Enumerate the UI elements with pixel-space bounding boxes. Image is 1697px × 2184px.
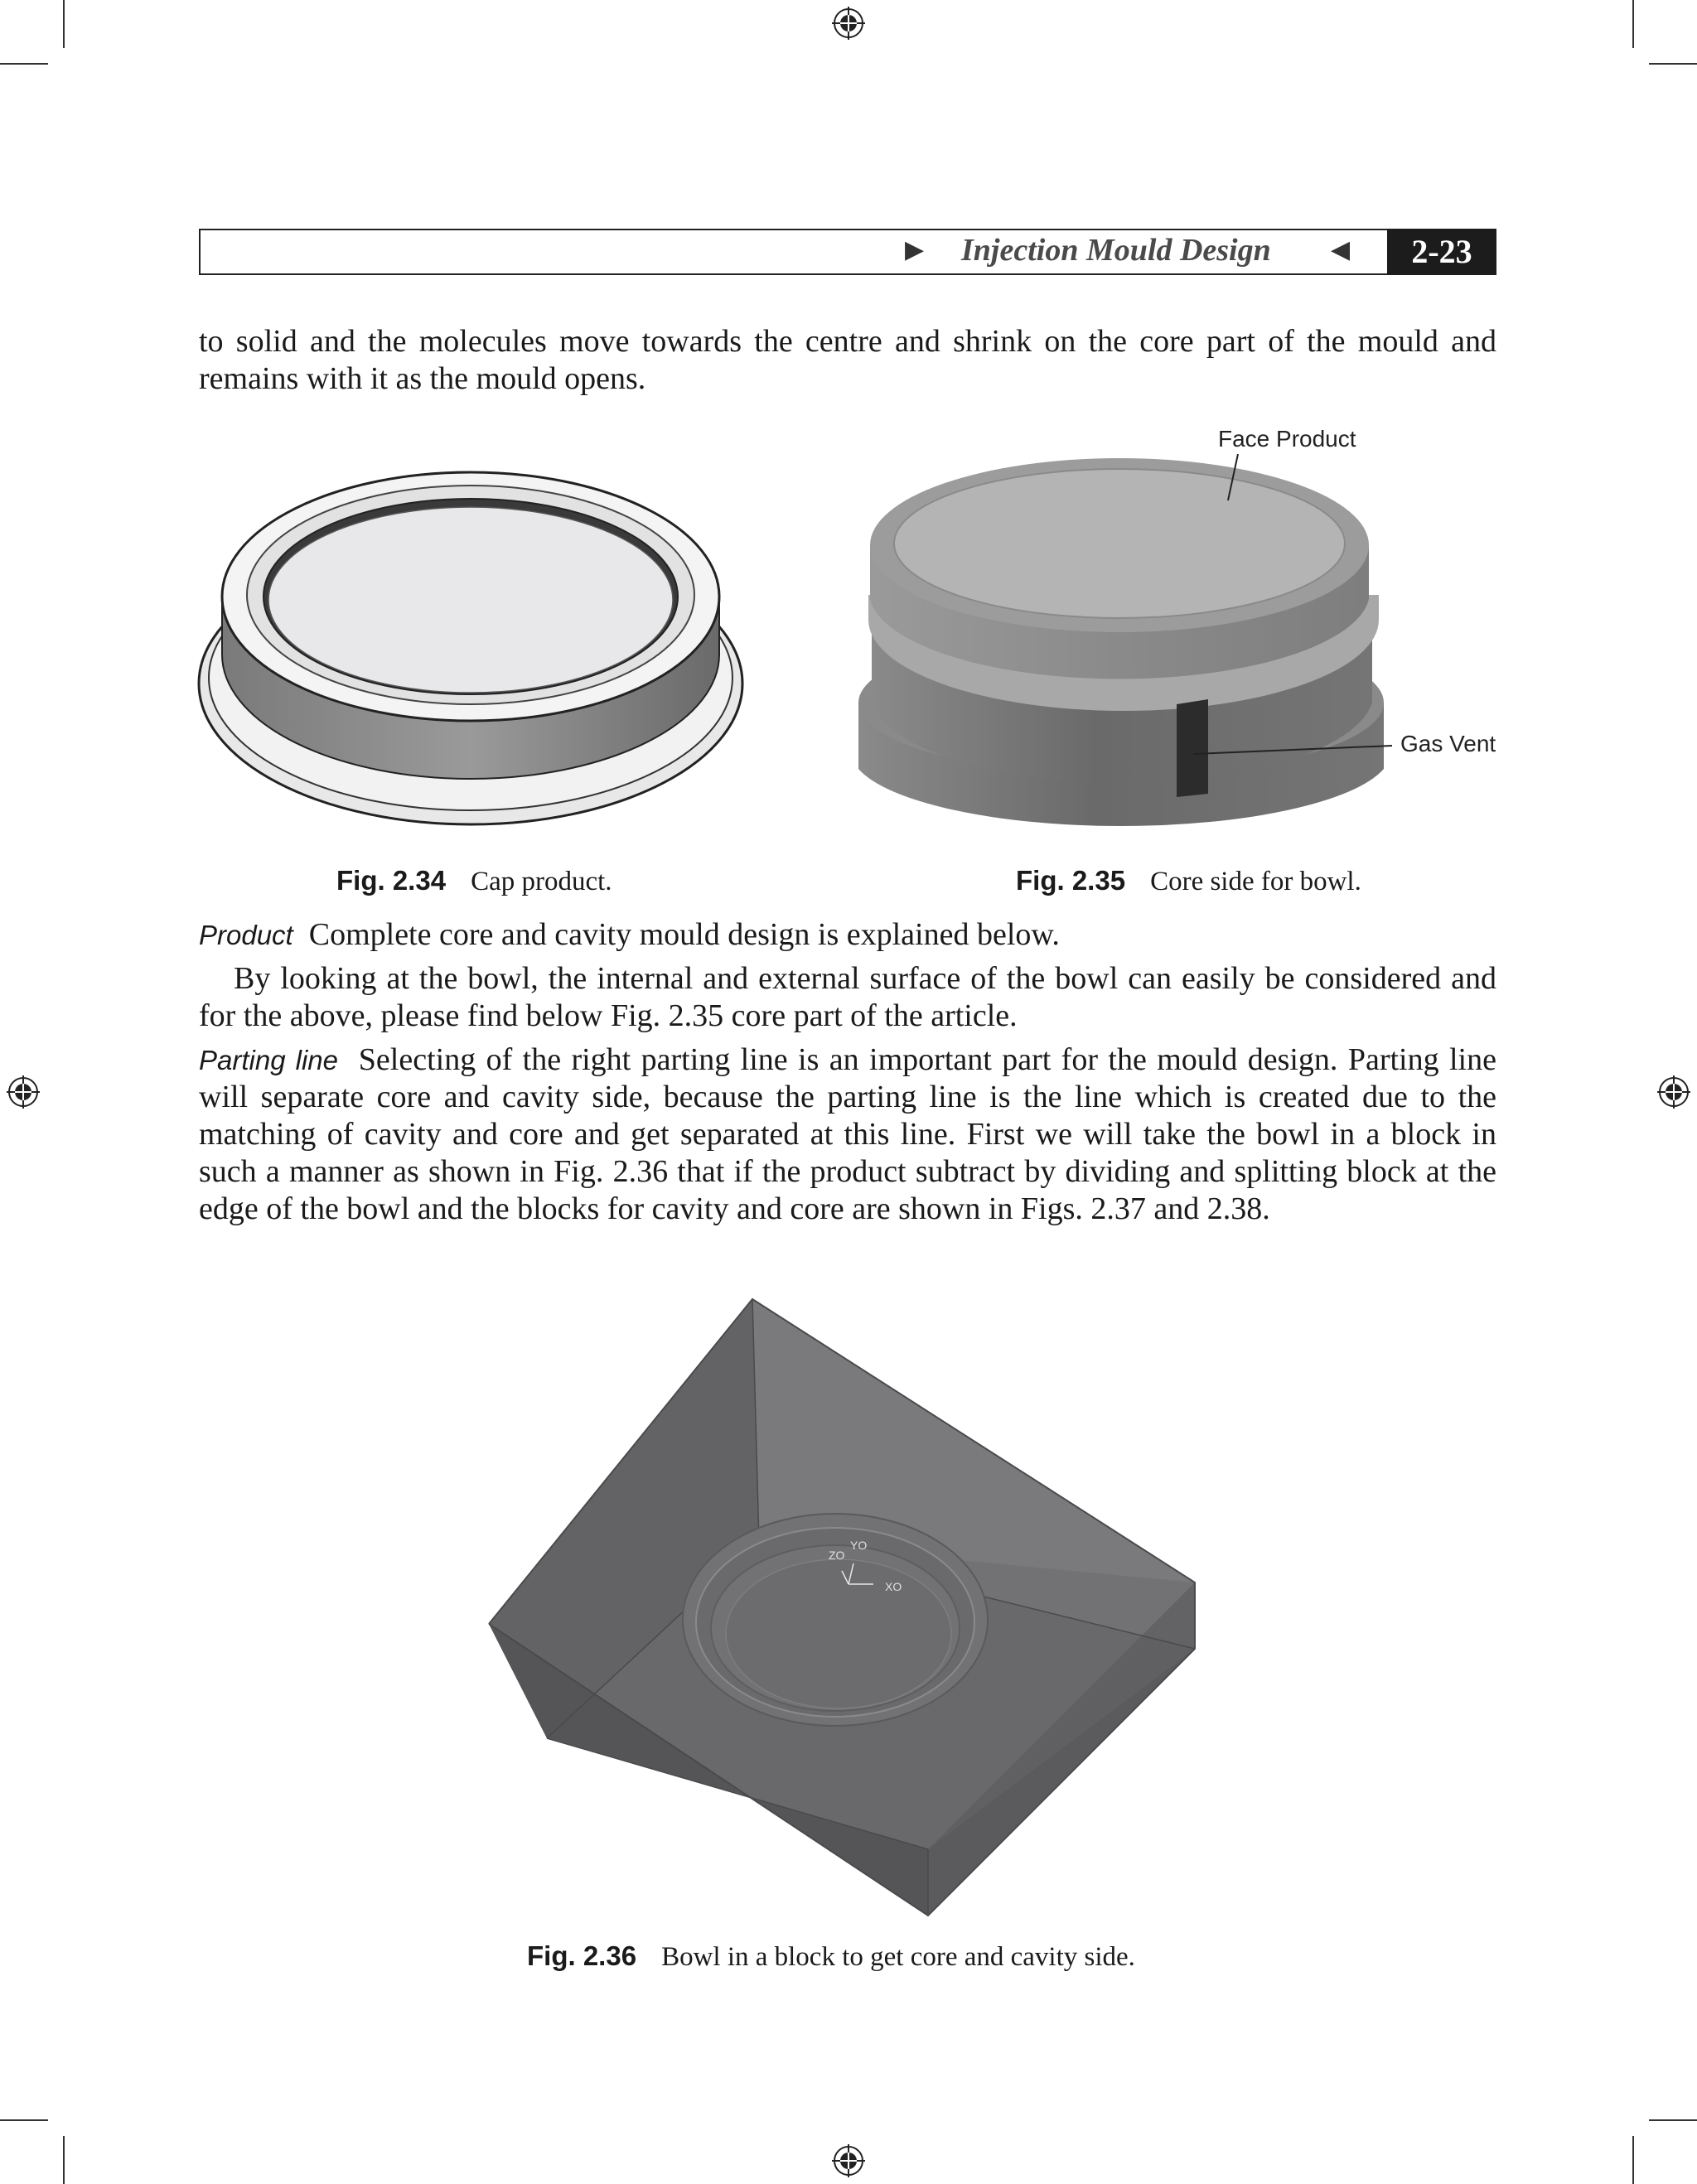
fig-2-35-caption	[1016, 865, 1361, 897]
crop-mark	[0, 63, 48, 65]
crop-mark	[63, 2136, 65, 2184]
body-text-top	[199, 323, 1496, 398]
fig-2-36-block-illustration	[481, 1293, 1210, 1922]
registration-mark-icon	[830, 2143, 867, 2179]
paragraph: By looking at the bowl, the internal and external surface of the bowl can easily be considered and for the above, please find below Fig. 2.35 core part of the article.	[199, 961, 1496, 1033]
crop-mark	[1632, 0, 1634, 48]
registration-mark-icon	[1656, 1074, 1692, 1110]
fig-2-34-caption	[336, 865, 612, 897]
axis-label-x: XO	[885, 1580, 902, 1593]
paragraph	[199, 916, 1496, 954]
axis-label-z: ZO	[829, 1549, 845, 1562]
registration-mark-icon	[830, 5, 867, 41]
paragraph	[199, 1041, 1496, 1228]
running-header	[199, 229, 1496, 275]
left-arrow-icon: ◀	[1331, 236, 1351, 263]
face-product-label: Face Product	[1218, 426, 1356, 452]
right-arrow-icon: ▶	[905, 236, 925, 263]
paragraph: to solid and the molecules move towards the centre and shrink on the core part of the mould and remains with it as the mould opens.	[199, 324, 1496, 396]
crop-mark	[0, 2119, 48, 2121]
caption-text: Core side for bowl.	[1150, 867, 1361, 896]
paragraph-text: Selecting of the right parting line is an important part for the mould design. Parting line will separate core and cavity side, because the parting line is the line which is created due to the matching of cavity and core and get separated at this line. First we will take the bowl in a block in such a manner as shown in Fig. 2.36 that if the product subtract by dividing and splitting block at the edge of the bowl and the blocks for cavity and core are shown in Figs. 2.37 and 2.38.	[199, 1042, 1496, 1226]
crop-mark	[63, 0, 65, 48]
body-text-middle	[199, 916, 1496, 1228]
header-title: Injection Mould Design	[961, 233, 1271, 268]
paragraph-text: Complete core and cavity mould design is explained below.	[308, 917, 1060, 952]
run-in-heading: Parting line	[199, 1045, 338, 1075]
crop-mark	[1649, 63, 1697, 65]
fig-2-34-cap-illustration	[196, 464, 746, 829]
crop-mark	[1632, 2136, 1634, 2184]
run-in-heading: Product	[199, 920, 293, 950]
figure-number: Fig. 2.34	[336, 865, 447, 896]
fig-2-36-caption	[527, 1940, 1135, 1973]
figure-number: Fig. 2.35	[1016, 865, 1126, 896]
registration-mark-icon	[5, 1074, 41, 1110]
gas-vent-label: Gas Vent	[1400, 731, 1496, 756]
axis-label-y: YO	[850, 1539, 868, 1552]
caption-text: Cap product.	[471, 867, 612, 896]
fig-2-35-core-illustration	[853, 454, 1417, 843]
page-number: 2-23	[1387, 229, 1496, 275]
caption-text: Bowl in a block to get core and cavity side.	[661, 1942, 1135, 1972]
crop-mark	[1649, 2119, 1697, 2121]
figure-number: Fig. 2.36	[527, 1940, 637, 1971]
